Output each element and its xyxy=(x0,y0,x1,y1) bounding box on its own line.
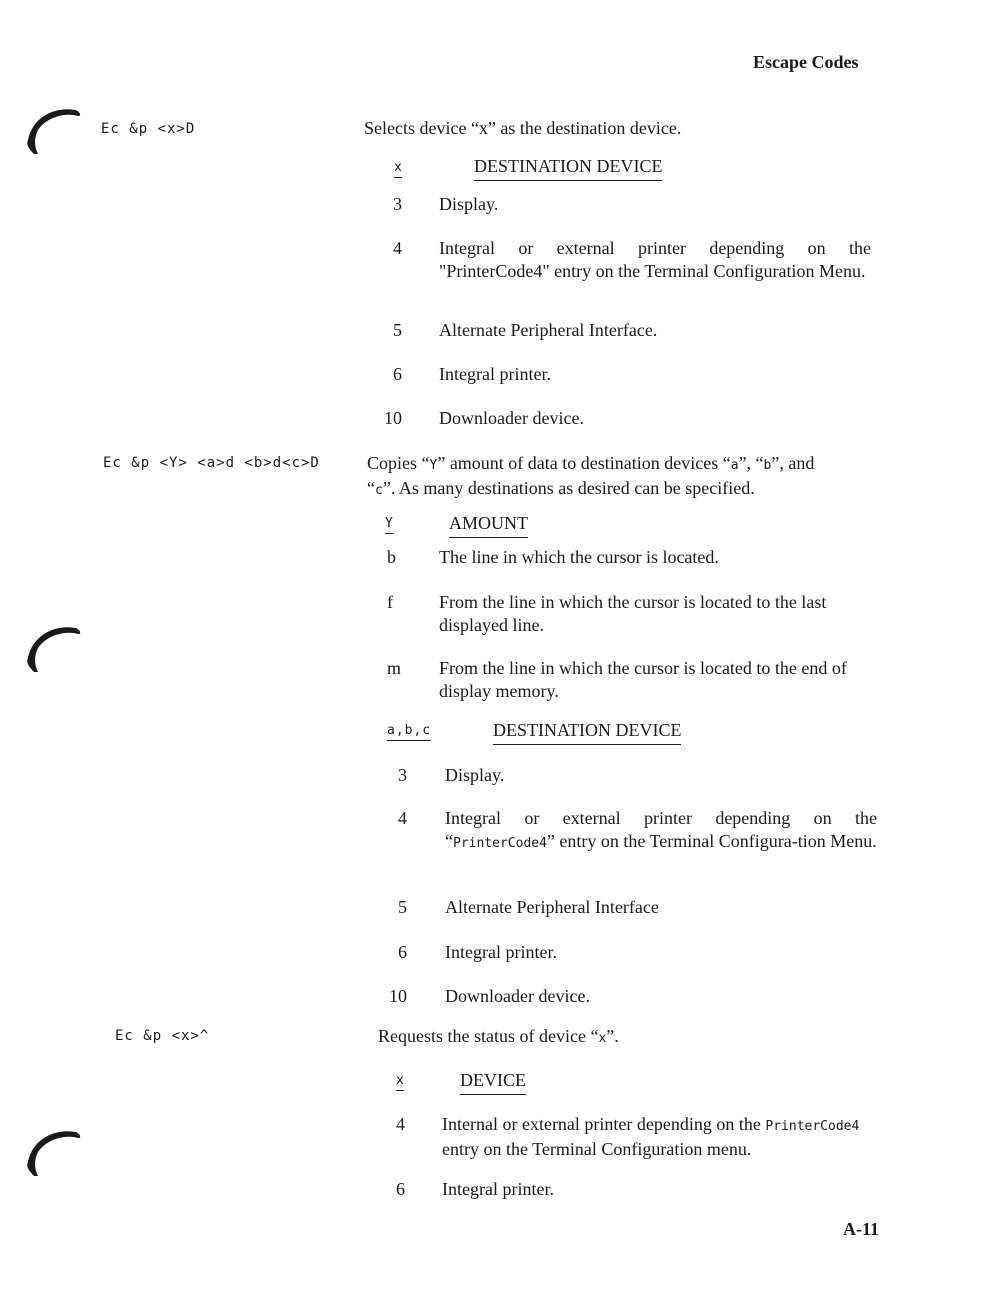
row-key: 6 xyxy=(393,364,402,384)
column-header-amount: AMOUNT xyxy=(449,512,528,538)
row-key: f xyxy=(387,592,393,612)
column-header-destination-device: DESTINATION DEVICE xyxy=(493,719,681,745)
binder-hole-mark-top xyxy=(24,100,84,156)
row-text: The line in which the cursor is located. xyxy=(439,547,719,567)
page-number: A-11 xyxy=(843,1219,879,1239)
row-key: 3 xyxy=(393,194,402,214)
description-select-destination: Selects device “x” as the destination device. xyxy=(364,118,682,138)
row-text: Alternate Peripheral Interface xyxy=(445,897,659,917)
row-key: 5 xyxy=(393,320,402,340)
row-key: m xyxy=(387,658,402,678)
column-header-device: DEVICE xyxy=(460,1069,526,1095)
column-key-abc: a,b,c xyxy=(387,723,431,741)
row-text: Integral printer. xyxy=(442,1179,554,1199)
row-key: 6 xyxy=(398,942,407,962)
description-copy-data: Copies “Y” amount of data to destination devices “a”, “b”, and “c”. As many destinations as desired can be specified. xyxy=(367,453,815,498)
escape-code-request-status: Ec &p <x>^ xyxy=(115,1028,210,1044)
row-text: Integral or external printer depending on the “PrinterCode4” entry on the Terminal Configura-tion Menu. xyxy=(445,808,877,851)
binder-hole-mark-middle xyxy=(24,618,84,674)
page-header-title: Escape Codes xyxy=(753,52,859,72)
row-text: Integral or external printer depending on the "PrinterCode4" entry on the Terminal Configuration Menu. xyxy=(439,238,871,281)
description-request-status: Requests the status of device “x”. xyxy=(378,1026,619,1046)
row-key: 10 xyxy=(384,408,402,428)
row-key: 4 xyxy=(393,238,402,258)
row-key: b xyxy=(387,547,396,567)
row-key: 4 xyxy=(396,1114,405,1134)
row-text: Alternate Peripheral Interface. xyxy=(439,320,658,340)
row-text: Integral printer. xyxy=(445,942,557,962)
row-text: From the line in which the cursor is located to the end of display memory. xyxy=(439,658,847,701)
escape-code-copy-data: Ec &p <Y> <a>d <b>d<c>D xyxy=(103,455,320,471)
escape-code-select-destination: Ec &p <x>D xyxy=(101,121,196,137)
row-text: Display. xyxy=(439,194,499,214)
row-key: 10 xyxy=(389,986,407,1006)
column-key-x: x xyxy=(396,1073,404,1091)
row-text: Display. xyxy=(445,765,505,785)
row-text: Internal or external printer depending on the PrinterCode4 entry on the Terminal Configuration menu. xyxy=(442,1114,860,1159)
row-key: 3 xyxy=(398,765,407,785)
binder-hole-mark-bottom xyxy=(24,1122,84,1178)
column-header-destination-device: DESTINATION DEVICE xyxy=(474,155,662,181)
row-key: 5 xyxy=(398,897,407,917)
row-key: 4 xyxy=(398,808,407,828)
column-key-x: x xyxy=(394,160,402,178)
row-text: From the line in which the cursor is located to the last displayed line. xyxy=(439,592,827,635)
row-text: Downloader device. xyxy=(445,986,590,1006)
column-key-y: Y xyxy=(385,516,393,534)
row-key: 6 xyxy=(396,1179,405,1199)
row-text: Integral printer. xyxy=(439,364,551,384)
row-text: Downloader device. xyxy=(439,408,584,428)
